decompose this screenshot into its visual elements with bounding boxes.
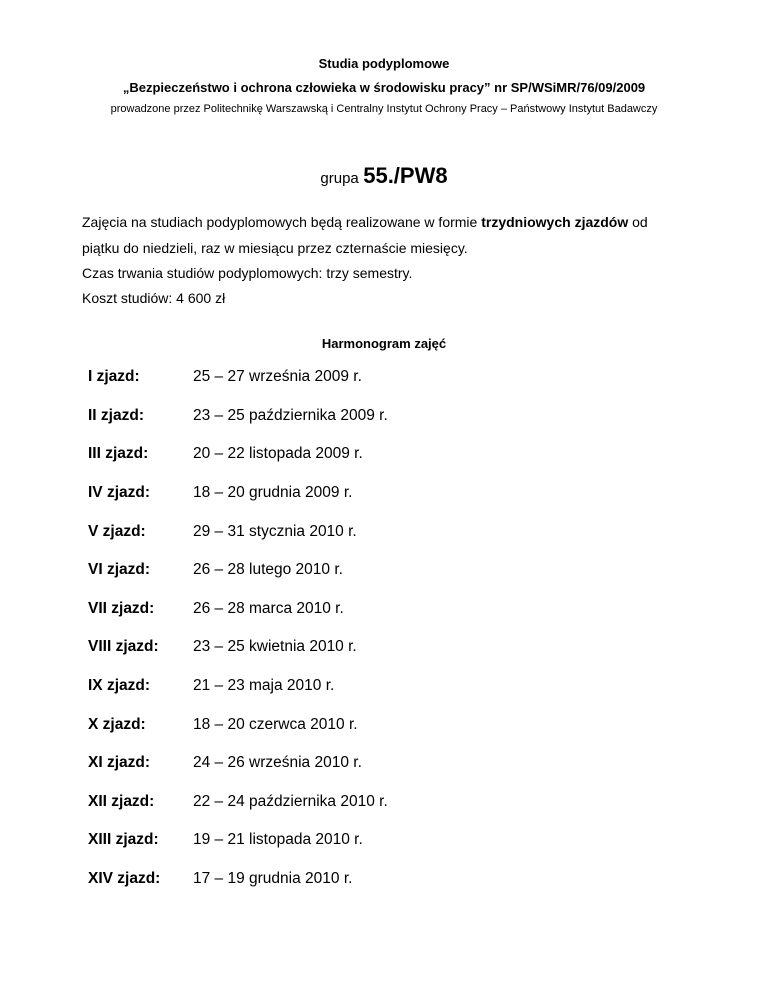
organizers-line: prowadzone przez Politechnikę Warszawską i Centralny Instytut Ochrony Pracy – Państwowy Instytut Badawczy	[110, 103, 658, 115]
schedule-row-dates: 20 – 22 listopada 2009 r.	[193, 445, 363, 463]
schedule-row-label: IV zjazd:	[88, 484, 151, 502]
schedule-row-label: VI zjazd:	[88, 561, 151, 579]
schedule-row	[88, 512, 648, 551]
schedule-row-label: V zjazd:	[88, 522, 146, 540]
schedule-row-dates: 23 – 25 października 2009 r.	[193, 406, 388, 424]
info-line-format	[82, 214, 722, 230]
info-line-duration: Czas trwania studiów podyplomowych: trzy semestry.	[82, 265, 413, 281]
schedule-row-dates: 19 – 21 listopada 2010 r.	[193, 831, 363, 849]
schedule-row-label: XIV zjazd:	[88, 870, 161, 888]
schedule-row-dates: 24 – 26 września 2010 r.	[193, 754, 362, 772]
schedule-row-label: II zjazd:	[88, 406, 144, 424]
schedule-row	[88, 821, 648, 860]
schedule-row	[88, 705, 648, 744]
schedule-row	[88, 397, 648, 436]
info-format-bold: trzydniowych zjazdów	[481, 214, 629, 230]
schedule-row-label: I zjazd:	[88, 368, 140, 386]
schedule-row-label: III zjazd:	[88, 445, 149, 463]
schedule-row-dates: 29 – 31 stycznia 2010 r.	[193, 522, 357, 540]
schedule-row-label: XII zjazd:	[88, 792, 155, 810]
schedule-row-label: X zjazd:	[88, 715, 146, 733]
schedule-row	[88, 358, 648, 397]
schedule-row-dates: 22 – 24 października 2010 r.	[193, 792, 388, 810]
group-prefix: grupa	[320, 170, 359, 187]
schedule-row	[88, 628, 648, 667]
schedule-row-label: XIII zjazd:	[88, 831, 159, 849]
program-title: „Bezpieczeństwo i ochrona człowieka w środowisku pracy” nr SP/WSiMR/76/09/2009	[122, 80, 646, 95]
schedule-row	[88, 590, 648, 629]
schedule-row-dates: 17 – 19 grudnia 2010 r.	[193, 870, 353, 888]
info-line-frequency: piątku do niedzieli, raz w miesiącu przez czternaście miesięcy.	[82, 240, 468, 256]
info-line-cost: Koszt studiów: 4 600 zł	[82, 290, 226, 306]
schedule-row-dates: 26 – 28 lutego 2010 r.	[193, 561, 343, 579]
schedule-row-label: VII zjazd:	[88, 599, 155, 617]
schedule-row	[88, 744, 648, 783]
schedule-row-dates: 23 – 25 kwietnia 2010 r.	[193, 638, 357, 656]
schedule-row-dates: 18 – 20 czerwca 2010 r.	[193, 715, 358, 733]
program-type: Studia podyplomowe	[318, 56, 450, 71]
info-format-tail: od	[628, 214, 648, 230]
schedule-row	[88, 551, 648, 590]
schedule-row-dates: 18 – 20 grudnia 2009 r.	[193, 484, 353, 502]
schedule-row-label: VIII zjazd:	[88, 638, 159, 656]
schedule-row-dates: 26 – 28 marca 2010 r.	[193, 599, 344, 617]
schedule-title: Harmonogram zajęć	[321, 336, 447, 351]
info-format-text: Zajęcia na studiach podyplomowych będą realizowane w formie	[82, 214, 482, 230]
group-code: 55./PW8	[363, 163, 448, 188]
schedule-row	[88, 783, 648, 822]
schedule-row-dates: 25 – 27 września 2009 r.	[193, 368, 362, 386]
schedule-row	[88, 667, 648, 706]
schedule-row	[88, 860, 648, 899]
schedule-row-label: XI zjazd:	[88, 754, 151, 772]
schedule-table	[88, 358, 648, 898]
schedule-row-label: IX zjazd:	[88, 677, 151, 695]
schedule-row	[88, 435, 648, 474]
schedule-row	[88, 474, 648, 513]
group-line	[0, 163, 768, 189]
schedule-row-dates: 21 – 23 maja 2010 r.	[193, 677, 335, 695]
